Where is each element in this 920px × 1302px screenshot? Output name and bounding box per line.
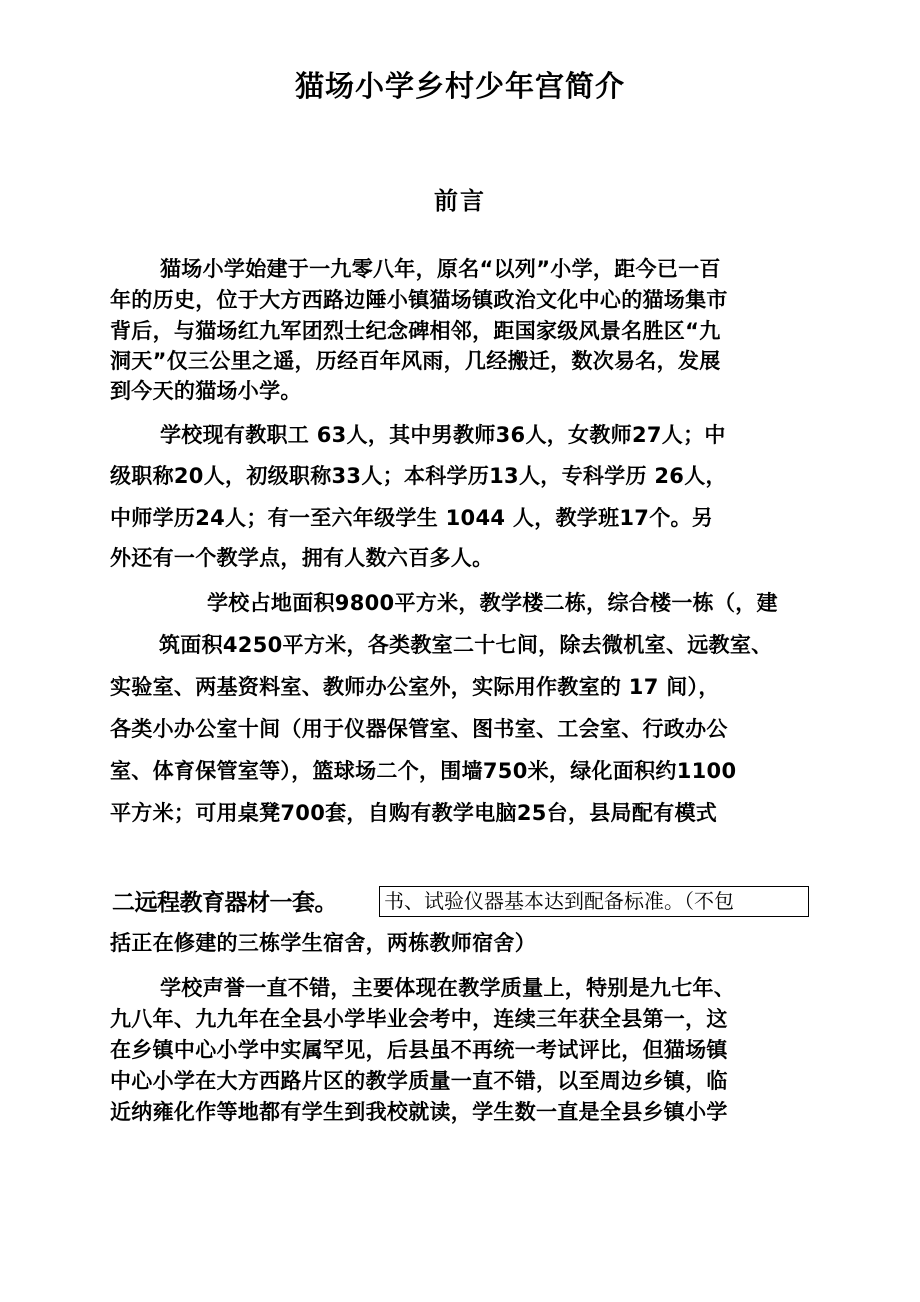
paragraph-2-line: 中师学历24人；有一至六年级学生 1044 人，教学班17个。另 xyxy=(110,506,714,530)
paragraph-4-line: 学校声誉一直不错，主要体现在教学质量上，特别是九七年、 xyxy=(160,976,736,1000)
boxed-text: 书、试验仪器基本达到配备标准。（不包 xyxy=(379,886,809,917)
paragraph-3-line: 室、体育保管室等），篮球场二个，围墙750米，绿化面积约1100 xyxy=(110,759,737,783)
paragraph-1-line: 猫场小学始建于一九零八年，原名“以列”小学，距今已一百 xyxy=(160,257,721,281)
paragraph-4-line: 近纳雍化作等地都有学生到我校就读，学生数一直是全县乡镇小学 xyxy=(110,1100,728,1124)
paragraph-3-line: 筑面积4250平方米，各类教室二十七间，除去微机室、远教室、 xyxy=(159,633,773,657)
paragraph-4-line: 中心小学在大方西路片区的教学质量一直不错，以至周边乡镇，临 xyxy=(110,1069,728,1093)
continuation-line: 括正在修建的三栋学生宿舍，两栋教师宿舍） xyxy=(110,931,536,955)
paragraph-4-line: 在乡镇中心小学中实属罕见，后县虽不再统一考试评比，但猫场镇 xyxy=(110,1038,728,1062)
paragraph-2-line: 级职称20人，初级职称33人；本科学历13人，专科学历 26人， xyxy=(110,464,727,488)
paragraph-1-line: 年的历史，位于大方西路边陲小镇猫场镇政治文化中心的猫场集市 xyxy=(110,288,728,312)
paragraph-2-line: 外还有一个教学点，拥有人数六百多人。 xyxy=(110,546,494,570)
preface-heading: 前言 xyxy=(434,187,486,215)
paragraph-1-line: 到今天的猫场小学。 xyxy=(110,379,302,403)
paragraph-1-line: 背后，与猫场红九军团烈士纪念碑相邻，距国家级风景名胜区“九 xyxy=(110,319,721,343)
paragraph-3-line: 平方米；可用桌凳700套，自购有教学电脑25台，县局配有模式 xyxy=(110,801,718,825)
section-heading: 二远程教育器材一套。 xyxy=(112,890,337,916)
paragraph-3-line: 各类小办公室十间（用于仪器保管室、图书室、工会室、行政办公 xyxy=(110,717,728,741)
paragraph-2-line: 学校现有教职工 63人，其中男教师36人，女教师27人；中 xyxy=(160,423,726,447)
paragraph-4-line: 九八年、九九年在全县小学毕业会考中，连续三年获全县第一，这 xyxy=(110,1007,728,1031)
document-title: 猫场小学乡村少年宫简介 xyxy=(294,69,625,103)
paragraph-3-line: 学校占地面积9800平方米，教学楼二栋，综合楼一栋（，建 xyxy=(207,591,778,615)
paragraph-3-line: 实验室、两基资料室、教师办公室外，实际用作教室的 17 间）， xyxy=(110,675,720,699)
paragraph-1-line: 洞天”仅三公里之遥，历经百年风雨，几经搬迁，数次易名，发展 xyxy=(110,349,721,373)
